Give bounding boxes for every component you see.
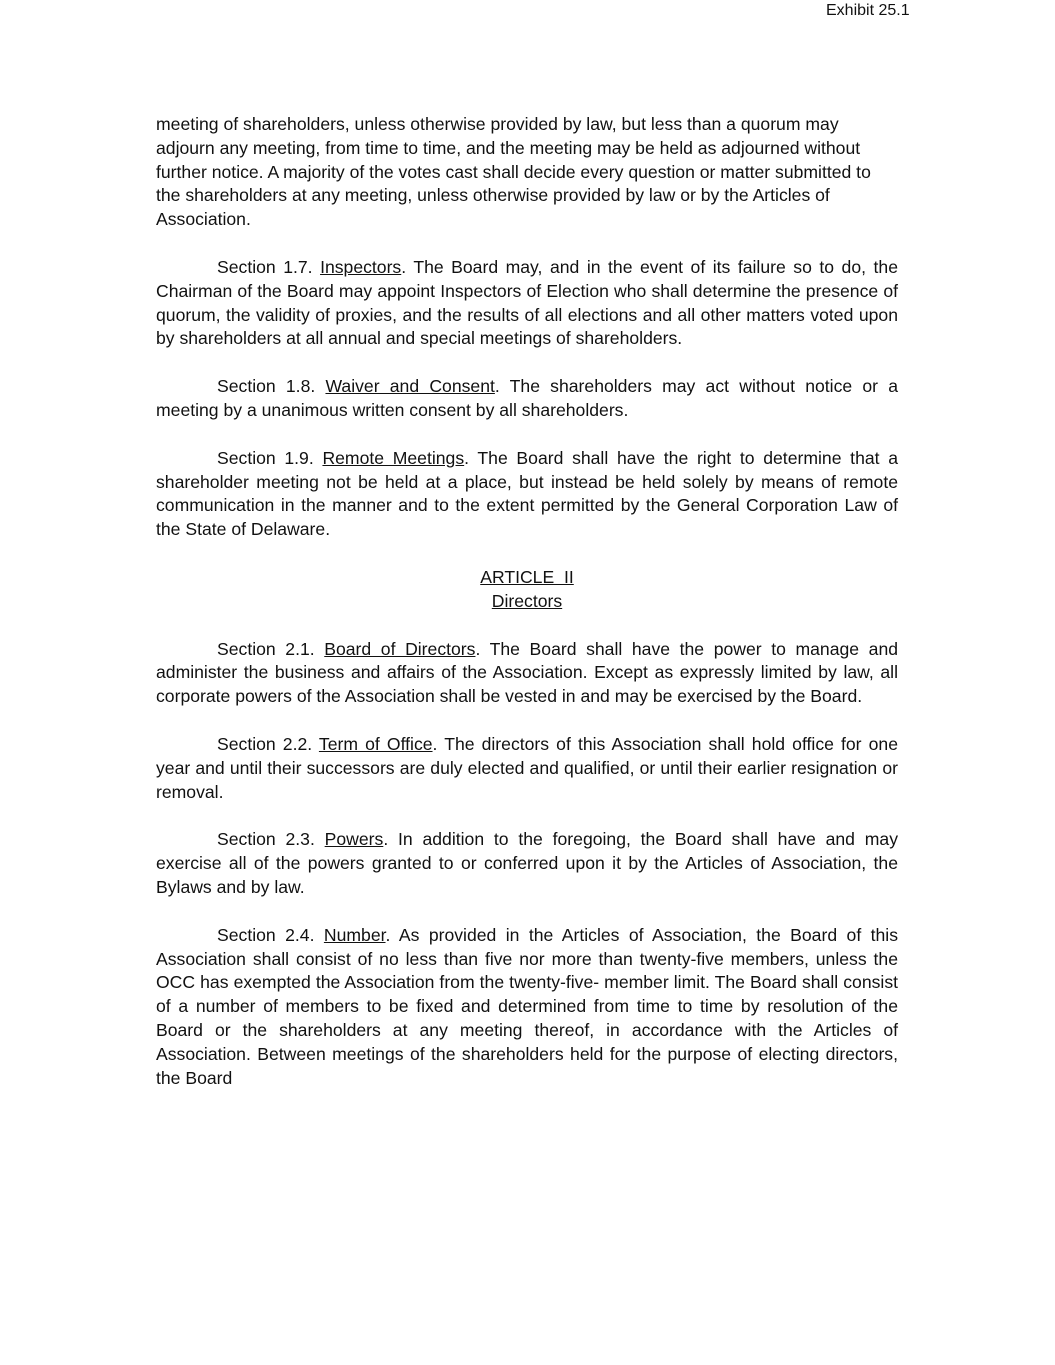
article-title: ARTICLE II	[480, 566, 574, 587]
section-1-7	[156, 256, 898, 351]
section-heading: Waiver and Consent	[325, 376, 495, 397]
section-number: Section 1.8.	[217, 376, 316, 397]
section-2-1	[156, 638, 898, 709]
section-body: . The shareholders may act without notice or a meeting by a unanimous written consent by all shareholders.	[156, 376, 899, 420]
section-2-3	[156, 828, 898, 899]
section-1-8	[156, 375, 898, 423]
section-heading: Term of Office	[318, 733, 433, 754]
section-heading: Number	[323, 924, 386, 945]
section-body: . The Board may, and in the event of its failure so to do, the Chairman of the Board may appoint Inspectors of Election who shall determine the presence of quorum, the validity of proxies, and the results of all elections and all other matters voted upon by shareholders at all annual and special meetings of shareholders.	[156, 256, 898, 349]
section-heading: Remote Meetings	[322, 447, 465, 468]
section-number: Section 2.2.	[217, 733, 313, 754]
section-body: . As provided in the Articles of Association, the Board of this Association shall consist of no less than five nor more than twenty-five members, unless the OCC has exempted the Association from the twenty-five- member limit. The Board shall consist of a number of members to be fixed and determined from time to time by resolution of the Board or the shareholders at any meeting thereof, in accordance with the Articles of Association. Between meetings of the shareholders held for the purpose of electing directors, the Board	[156, 924, 899, 1088]
section-number: Section 2.4.	[217, 924, 315, 945]
section-1-9	[156, 447, 898, 542]
section-body: . The Board shall have the power to manage and administer the business and affairs of the Association. Except as expressly limited by law, all corporate powers of the Association shall be vested in and may be exercised by the Board.	[156, 638, 899, 707]
continuation-paragraph: meeting of shareholders, unless otherwise provided by law, but less than a quorum may adjourn any meeting, from time to time, and the meeting may be held as adjourned without further notice. A majority of the votes cast shall decide every question or matter submitted to the shareholders at any meeting, unless otherwise provided by law or by the Articles of Association.	[156, 114, 871, 230]
section-body: . In addition to the foregoing, the Board shall have and may exercise all of the powers granted to or conferred upon it by the Articles of Association, the Bylaws and by law.	[156, 829, 898, 897]
section-number: Section 1.9.	[217, 447, 314, 468]
exhibit-label: Exhibit 25.1	[826, 2, 910, 19]
section-body: . The directors of this Association shall hold office for one year and until their successors are duly elected and qualified, or until their earlier resignation or removal.	[156, 733, 898, 802]
section-number: Section 1.7.	[217, 256, 313, 277]
section-2-2	[156, 733, 898, 804]
section-body: . The Board shall have the right to determine that a shareholder meeting not be held at a place, but instead be held solely by means of remote communication in the manner and to the extent permitted by the General Corporation Law of the State of Delaware.	[156, 447, 899, 540]
section-heading: Board of Directors	[324, 638, 476, 659]
section-number: Section 2.1.	[217, 638, 315, 659]
document-body	[156, 113, 898, 1114]
article-subtitle: Directors	[491, 590, 563, 611]
section-heading: Inspectors	[320, 256, 402, 277]
article-heading	[156, 566, 898, 614]
section-heading: Powers	[324, 829, 384, 850]
section-number: Section 2.3.	[217, 829, 315, 850]
section-2-4	[156, 924, 898, 1091]
